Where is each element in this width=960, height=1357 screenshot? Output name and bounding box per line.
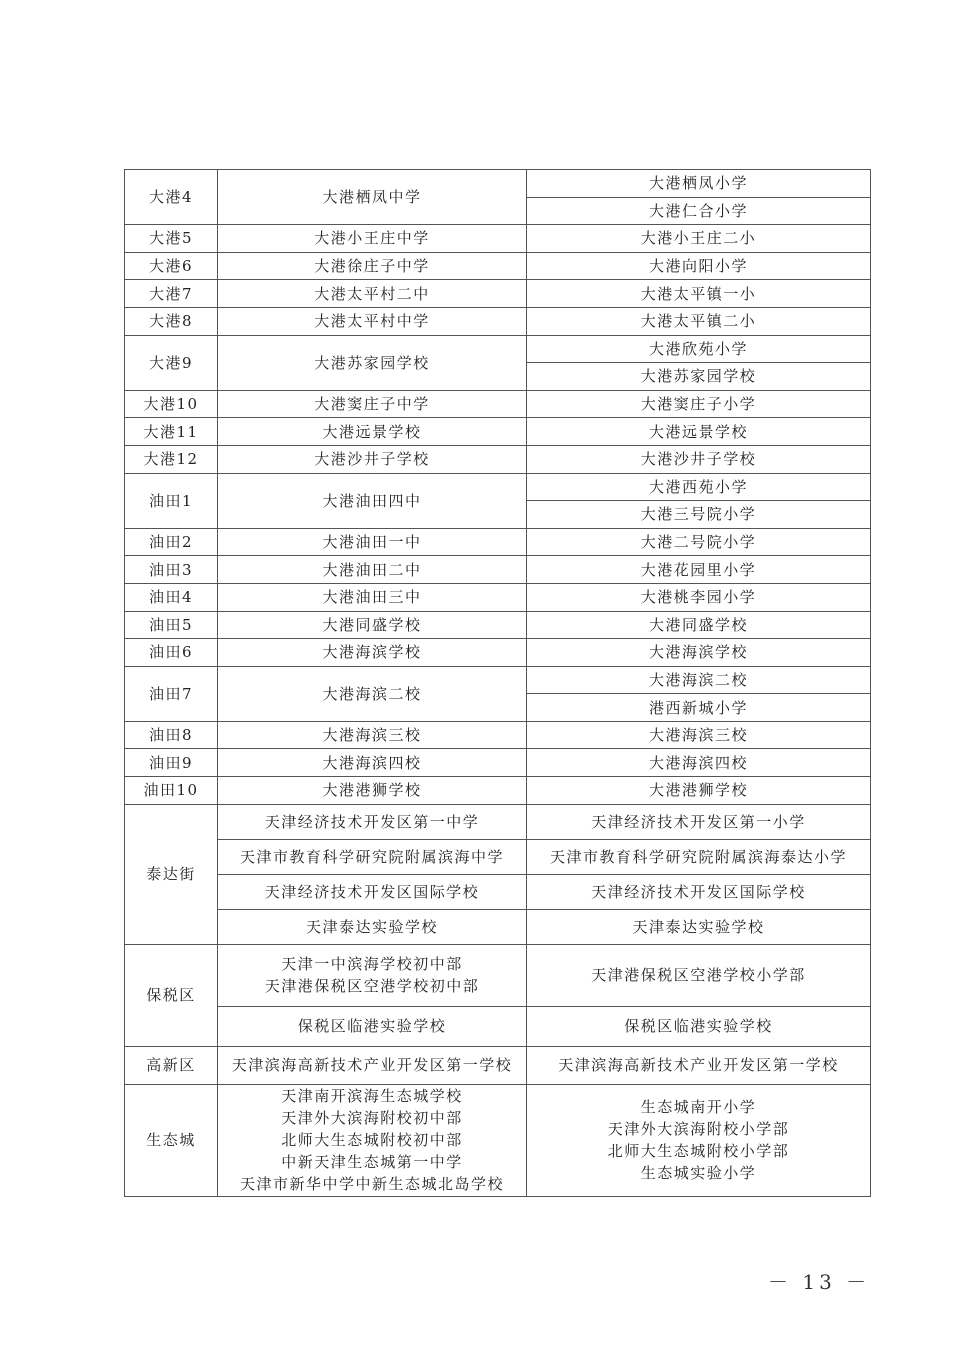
table-row: [125, 170, 871, 198]
table-row: [125, 390, 871, 418]
district-cell: 大港5: [125, 225, 218, 253]
primary-school-cell: 天津滨海高新技术产业开发区第一学校: [527, 1046, 871, 1084]
middle-school-cell: 天津滨海高新技术产业开发区第一学校: [218, 1046, 527, 1084]
primary-school-cell: 大港海滨学校: [527, 639, 871, 667]
school-name: 生态城实验小学: [640, 1164, 757, 1183]
table-row: [125, 335, 871, 363]
middle-school-cell: 大港同盛学校: [218, 611, 527, 639]
middle-school-cell: 大港窦庄子中学: [218, 390, 527, 418]
district-cell: 油田9: [125, 749, 218, 777]
middle-school-cell: 大港港狮学校: [218, 777, 527, 805]
table-row: [125, 307, 871, 335]
primary-school-cell: 大港小王庄二小: [527, 225, 871, 253]
district-cell: 高新区: [125, 1046, 218, 1084]
middle-school-cell: 大港太平村中学: [218, 307, 527, 335]
district-cell: 油田5: [125, 611, 218, 639]
table-row: [125, 418, 871, 446]
school-name: 天津一中滨海学校初中部: [281, 955, 463, 974]
primary-school-cell: 大港向阳小学: [527, 252, 871, 280]
table-row: [125, 1046, 871, 1084]
school-assignment-table: [124, 169, 871, 1197]
primary-school-cell: 港西新城小学: [527, 694, 871, 722]
middle-school-cell: 大港苏家园学校: [218, 335, 527, 390]
primary-school-cell: 天津泰达实验学校: [527, 909, 871, 944]
primary-school-cell: 大港海滨三校: [527, 721, 871, 749]
middle-school-cell: 大港油田三中: [218, 583, 527, 611]
district-cell: 油田2: [125, 528, 218, 556]
table-row: [125, 749, 871, 777]
table-row: [125, 528, 871, 556]
middle-school-cell: 大港太平村二中: [218, 280, 527, 308]
table-row: [125, 280, 871, 308]
district-cell: 大港12: [125, 445, 218, 473]
primary-school-cell: 天津经济技术开发区第一小学: [527, 804, 871, 839]
primary-school-cell: 大港西苑小学: [527, 473, 871, 501]
middle-school-cell: 大港油田二中: [218, 556, 527, 584]
school-name: 天津南开滨海生态城学校: [281, 1087, 463, 1106]
district-cell: 大港9: [125, 335, 218, 390]
middle-school-cell: 天津市教育科学研究院附属滨海中学: [218, 839, 527, 874]
primary-school-cell: 大港太平镇一小: [527, 280, 871, 308]
table-row: [125, 804, 871, 839]
middle-school-cell: 天津泰达实验学校: [218, 909, 527, 944]
middle-school-cell: [218, 944, 527, 1006]
primary-school-cell: 大港海滨二校: [527, 666, 871, 694]
table-row: [125, 909, 871, 944]
school-name: 中新天津生态城第一中学: [281, 1153, 463, 1172]
primary-school-cell: 大港沙井子学校: [527, 445, 871, 473]
primary-school-cell: 大港仁合小学: [527, 197, 871, 225]
middle-school-cell: 大港小王庄中学: [218, 225, 527, 253]
district-cell: 油田10: [125, 777, 218, 805]
middle-school-cell: 大港海滨三校: [218, 721, 527, 749]
district-cell: 大港6: [125, 252, 218, 280]
primary-school-cell: 大港桃李园小学: [527, 583, 871, 611]
primary-school-cell: 天津经济技术开发区国际学校: [527, 874, 871, 909]
table-row: [125, 666, 871, 694]
middle-school-cell: 天津经济技术开发区国际学校: [218, 874, 527, 909]
table-row: [125, 1084, 871, 1196]
middle-school-cell: [218, 1084, 527, 1196]
table-row: [125, 839, 871, 874]
table-row: [125, 639, 871, 667]
school-name: 北师大生态城附校初中部: [281, 1131, 463, 1150]
table-row: [125, 445, 871, 473]
school-name: 天津外大滨海附校初中部: [281, 1109, 463, 1128]
district-cell: 大港8: [125, 307, 218, 335]
district-cell: 生态城: [125, 1084, 218, 1196]
middle-school-cell: 大港海滨二校: [218, 666, 527, 721]
primary-school-cell: 大港窦庄子小学: [527, 390, 871, 418]
district-cell: 大港11: [125, 418, 218, 446]
table-row: [125, 777, 871, 805]
middle-school-cell: 大港远景学校: [218, 418, 527, 446]
school-name: 北师大生态城附校小学部: [607, 1142, 790, 1161]
table-row: [125, 583, 871, 611]
school-name: 生态城南开小学: [640, 1098, 757, 1117]
district-cell: 泰达街: [125, 804, 218, 944]
middle-school-cell: 大港海滨四校: [218, 749, 527, 777]
primary-school-cell: 天津市教育科学研究院附属滨海泰达小学: [527, 839, 871, 874]
table-row: [125, 611, 871, 639]
middle-school-cell: 保税区临港实验学校: [218, 1006, 527, 1046]
middle-school-cell: 大港徐庄子中学: [218, 252, 527, 280]
primary-school-cell: 大港花园里小学: [527, 556, 871, 584]
district-cell: 大港10: [125, 390, 218, 418]
table-body-special: [125, 804, 871, 1196]
district-cell: 油田1: [125, 473, 218, 528]
school-name: 天津港保税区空港学校初中部: [264, 977, 480, 996]
middle-school-cell: 大港油田四中: [218, 473, 527, 528]
primary-school-cell: 大港欣苑小学: [527, 335, 871, 363]
primary-school-cell: 大港二号院小学: [527, 528, 871, 556]
table-row: [125, 556, 871, 584]
middle-school-cell: 大港沙井子学校: [218, 445, 527, 473]
primary-school-cell: 大港栖凤小学: [527, 170, 871, 198]
primary-school-cell: 大港海滨四校: [527, 749, 871, 777]
middle-school-cell: 天津经济技术开发区第一中学: [218, 804, 527, 839]
table-row: [125, 1006, 871, 1046]
table-row: [125, 252, 871, 280]
district-cell: 油田3: [125, 556, 218, 584]
middle-school-cell: 大港油田一中: [218, 528, 527, 556]
table-body: [125, 170, 871, 805]
primary-school-cell: 大港苏家园学校: [527, 363, 871, 391]
page-number: － 13 －: [768, 1270, 871, 1294]
table-row: [125, 225, 871, 253]
middle-school-cell: 大港海滨学校: [218, 639, 527, 667]
table-row: [125, 874, 871, 909]
primary-school-cell: [527, 1084, 871, 1196]
table-row: [125, 473, 871, 501]
primary-school-cell: 大港港狮学校: [527, 777, 871, 805]
primary-school-cell: 大港太平镇二小: [527, 307, 871, 335]
school-name: 天津外大滨海附校小学部: [607, 1120, 790, 1139]
school-name: 天津市新华中学中新生态城北岛学校: [239, 1175, 504, 1194]
primary-school-cell: 保税区临港实验学校: [527, 1006, 871, 1046]
middle-school-cell: 大港栖凤中学: [218, 170, 527, 225]
district-cell: 油田4: [125, 583, 218, 611]
district-cell: 油田7: [125, 666, 218, 721]
district-cell: 保税区: [125, 944, 218, 1046]
primary-school-cell: 大港三号院小学: [527, 501, 871, 529]
district-cell: 大港7: [125, 280, 218, 308]
district-cell: 大港4: [125, 170, 218, 225]
table-row: [125, 944, 871, 1006]
primary-school-cell: 大港远景学校: [527, 418, 871, 446]
primary-school-cell: 天津港保税区空港学校小学部: [527, 944, 871, 1006]
district-cell: 油田8: [125, 721, 218, 749]
primary-school-cell: 大港同盛学校: [527, 611, 871, 639]
district-cell: 油田6: [125, 639, 218, 667]
table-row: [125, 721, 871, 749]
